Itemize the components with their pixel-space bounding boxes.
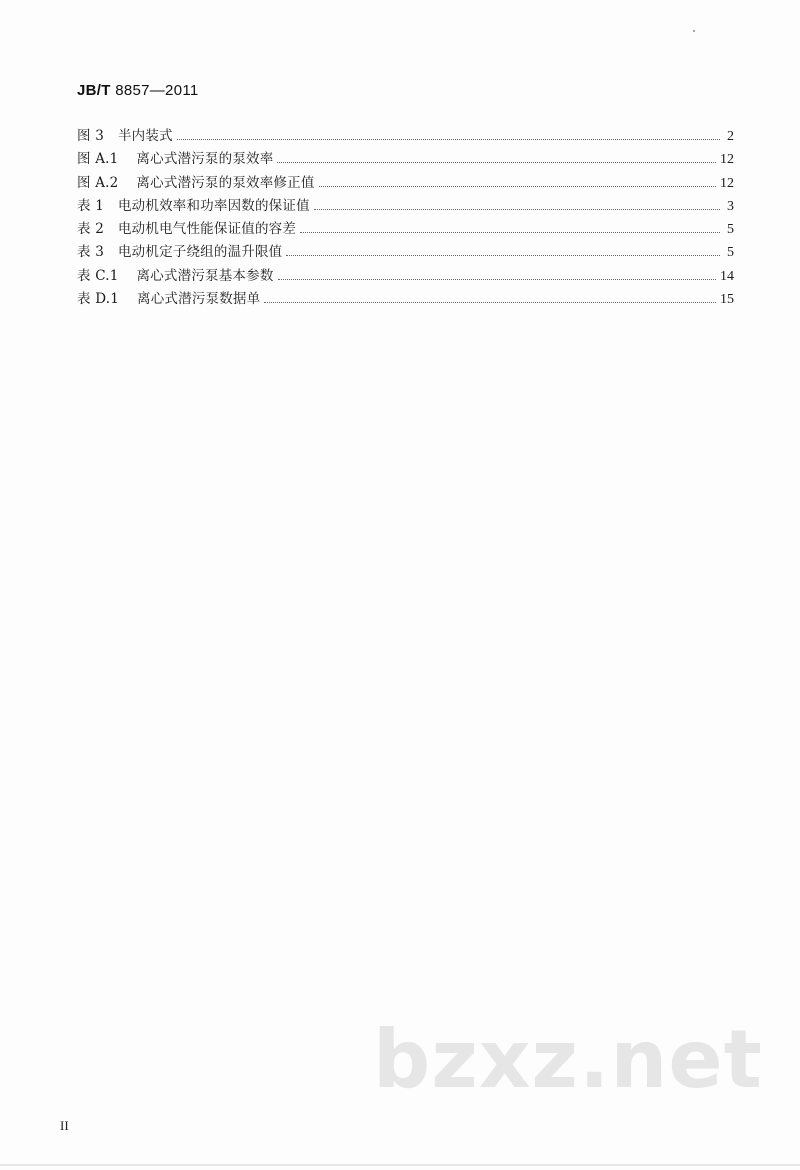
toc-leader-dots: [264, 301, 716, 303]
toc-entry-title: 离心式潜污泵数据单: [137, 291, 261, 308]
toc-entry[interactable]: [77, 288, 734, 311]
toc-entry[interactable]: [77, 125, 734, 148]
toc-entry-prefix: 表 3: [77, 244, 104, 261]
toc-leader-dots: [277, 161, 716, 163]
toc-entry-label: [77, 148, 273, 171]
toc-entry-label: [77, 125, 173, 148]
toc-entry-label: [77, 195, 310, 218]
toc-entry-prefix: 图 A.2: [77, 174, 119, 191]
standard-code: [77, 82, 199, 99]
toc-entry-title: 电动机定子绕组的温升限值: [117, 244, 283, 261]
toc-entry-prefix: 图 A.1: [77, 151, 119, 168]
site-watermark: bzxz.net: [373, 1013, 763, 1106]
toc-leader-dots: [314, 208, 720, 210]
toc-entry[interactable]: [77, 218, 734, 241]
toc-entry-prefix: 表 D.1: [77, 291, 120, 308]
toc-leader-dots: [278, 278, 716, 280]
toc-entry-page: 15: [720, 292, 734, 308]
toc-list: [77, 125, 734, 311]
toc-entry-label: [77, 172, 315, 195]
toc-entry-label: [77, 218, 296, 241]
toc-entry-page: 5: [727, 245, 734, 261]
toc-entry-title: 电动机效率和功率因数的保证值: [117, 197, 310, 214]
toc-entry-page: 12: [720, 152, 734, 168]
page-number: II: [60, 1118, 69, 1133]
toc-entry[interactable]: [77, 265, 734, 288]
toc-entry-label: [77, 241, 282, 264]
toc-entry-title: 电动机电气性能保证值的容差: [117, 221, 297, 238]
toc-entry-title: 离心式潜污泵的泵效率: [136, 151, 274, 168]
toc-entry[interactable]: [77, 195, 734, 218]
toc-entry-prefix: 表 C.1: [77, 267, 119, 284]
toc-leader-dots: [319, 185, 716, 187]
toc-entry-page: 3: [727, 198, 734, 214]
toc-leader-dots: [286, 254, 720, 256]
standard-code-number: 8857—2011: [115, 82, 199, 99]
toc-leader-dots: [300, 231, 720, 233]
scan-speck: [693, 30, 695, 32]
toc-entry[interactable]: [77, 172, 734, 195]
toc-entry-title: 半内装式: [117, 128, 173, 144]
toc-entry-page: 5: [727, 222, 734, 238]
toc-leader-dots: [177, 138, 720, 140]
toc-entry-label: [77, 288, 260, 311]
toc-entry-page: 12: [720, 175, 734, 191]
scan-edge-line: [0, 1164, 800, 1166]
toc-entry-page: 14: [720, 268, 734, 284]
toc-entry[interactable]: [77, 148, 734, 171]
toc-entry-page: 2: [727, 129, 734, 144]
toc-entry[interactable]: [77, 241, 734, 264]
toc-entry-title: 离心式潜污泵的泵效率修正值: [136, 174, 315, 191]
toc-entry-label: [77, 265, 274, 288]
standard-code-prefix: JB/T: [77, 82, 111, 99]
toc-entry-title: 离心式潜污泵基本参数: [136, 267, 274, 284]
toc-entry-prefix: 图 3: [77, 128, 104, 144]
toc-entry-prefix: 表 2: [77, 221, 104, 238]
toc-entry-prefix: 表 1: [77, 197, 104, 214]
